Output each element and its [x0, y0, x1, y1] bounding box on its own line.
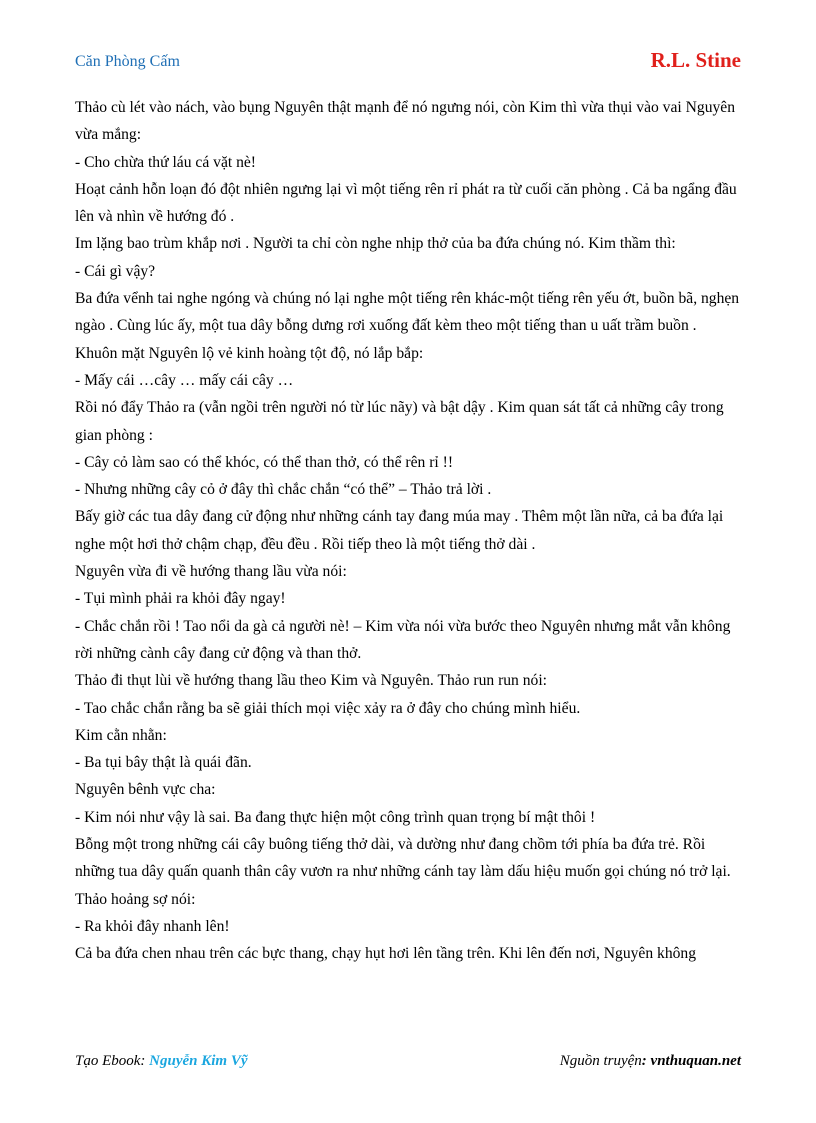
- paragraph: Thảo hoảng sợ nói:: [75, 890, 196, 908]
- paragraph: - Tụi mình phải ra khỏi đây ngay!: [75, 590, 286, 608]
- paragraph: Rồi nó đẩy Thảo ra (vẫn ngồi trên người nó từ lúc nãy) và bật dậy . Kim quan sát tất cả những cây trong gian phòng :: [75, 399, 724, 444]
- paragraph: Thảo đi thụt lùi về hướng thang lầu theo Kim và Nguyên. Thảo run run nói:: [75, 672, 548, 690]
- paragraph: - Cái gì vậy?: [75, 262, 156, 280]
- ebook-creator: Nguyễn Kim Vỹ: [149, 1053, 248, 1069]
- paragraph: Bấy giờ các tua dây đang cử động như những cánh tay đang múa may . Thêm một lần nữa, cả ba đứa lại nghe một hơi thở chậm chạp, đều đều . Rồi tiếp theo là một tiếng thở dài .: [75, 508, 724, 553]
- paragraph: - Tao chắc chắn rằng ba sẽ giải thích mọi việc xảy ra ở đây cho chúng mình hiểu.: [75, 699, 581, 717]
- paragraph: Im lặng bao trùm khắp nơi . Người ta chỉ còn nghe nhịp thở của ba đứa chúng nó. Kim thầm thì:: [75, 235, 676, 253]
- paragraph: Khuôn mặt Nguyên lộ vẻ kinh hoàng tột độ, nó lắp bắp:: [75, 344, 424, 362]
- source-credit: Nguồn truyện: vnthuquan.net: [559, 1053, 741, 1069]
- paragraph: - Cho chừa thứ láu cá vặt nè!: [75, 153, 257, 171]
- paragraph: - Mấy cái …cây … mấy cái cây …: [75, 371, 294, 389]
- paragraph: - Kim nói như vậy là sai. Ba đang thực hiện một công trình quan trọng bí mật thôi !: [75, 808, 596, 826]
- book-title: Căn Phòng Cấm: [75, 53, 180, 70]
- paragraph: - Nhưng những cây cỏ ở đây thì chắc chắn “có thể” – Thảo trả lời .: [75, 481, 492, 499]
- paragraph: Kim cằn nhằn:: [75, 726, 167, 744]
- paragraph: - Ba tụi bây thật là quái đãn.: [75, 754, 252, 772]
- source-label: Nguồn truyện: [559, 1053, 642, 1069]
- paragraph: - Ra khỏi đây nhanh lên!: [75, 917, 230, 935]
- story-text: [75, 94, 745, 968]
- page-header: [75, 48, 741, 78]
- paragraph: Thảo cù lét vào nách, vào bụng Nguyên thật mạnh để nó ngưng nói, còn Kim thì vừa thụi vào vai Nguyên vừa mắng:: [75, 99, 736, 144]
- source-site: vnthuquan.net: [650, 1053, 741, 1069]
- paragraph: Cả ba đứa chen nhau trên các bực thang, chạy hụt hơi lên tầng trên. Khi lên đến nơi, Nguyên không: [75, 945, 697, 963]
- paragraph: Hoạt cảnh hỗn loạn đó đột nhiên ngưng lại vì một tiếng rên rỉ phát ra từ cuối căn phòng . Cả ba ngẩng đầu lên và nhìn về hướng đó .: [75, 180, 737, 226]
- paragraph: Nguyên bênh vực cha:: [75, 781, 216, 799]
- ebook-credit: Tạo Ebook: Nguyễn Kim Vỹ: [75, 1053, 248, 1069]
- paragraph: Bỗng một trong những cái cây buông tiếng thở dài, và dường như đang chồm tới phía ba đứa trẻ. Rồi những tua dây quấn quanh thân cây vươn ra như những cánh tay làm dấu hiệu muốn gọi chúng nó trở lại.: [75, 836, 731, 881]
- paragraph: - Cây cỏ làm sao có thể khóc, có thể than thở, có thể rên rỉ !!: [75, 453, 454, 471]
- author-name: R.L. Stine: [650, 48, 741, 72]
- page-footer: [75, 1053, 741, 1077]
- paragraph: Ba đứa vểnh tai nghe ngóng và chúng nó lại nghe một tiếng rên khác-một tiếng rên yếu ớt, buồn bã, nghẹn ngào . Cùng lúc ấy, một tua dây bỗng dưng rơi xuống đất kèm theo một tiếng than u uất trầm buồn .: [75, 290, 740, 335]
- ebook-label: Tạo Ebook: [75, 1053, 141, 1069]
- paragraph: - Chắc chắn rồi ! Tao nổi da gà cả người nè! – Kim vừa nói vừa bước theo Nguyên nhưng mắt vẫn không rời những cành cây đang cử động và than thở.: [75, 617, 731, 662]
- paragraph: Nguyên vừa đi về hướng thang lầu vừa nói:: [75, 563, 347, 581]
